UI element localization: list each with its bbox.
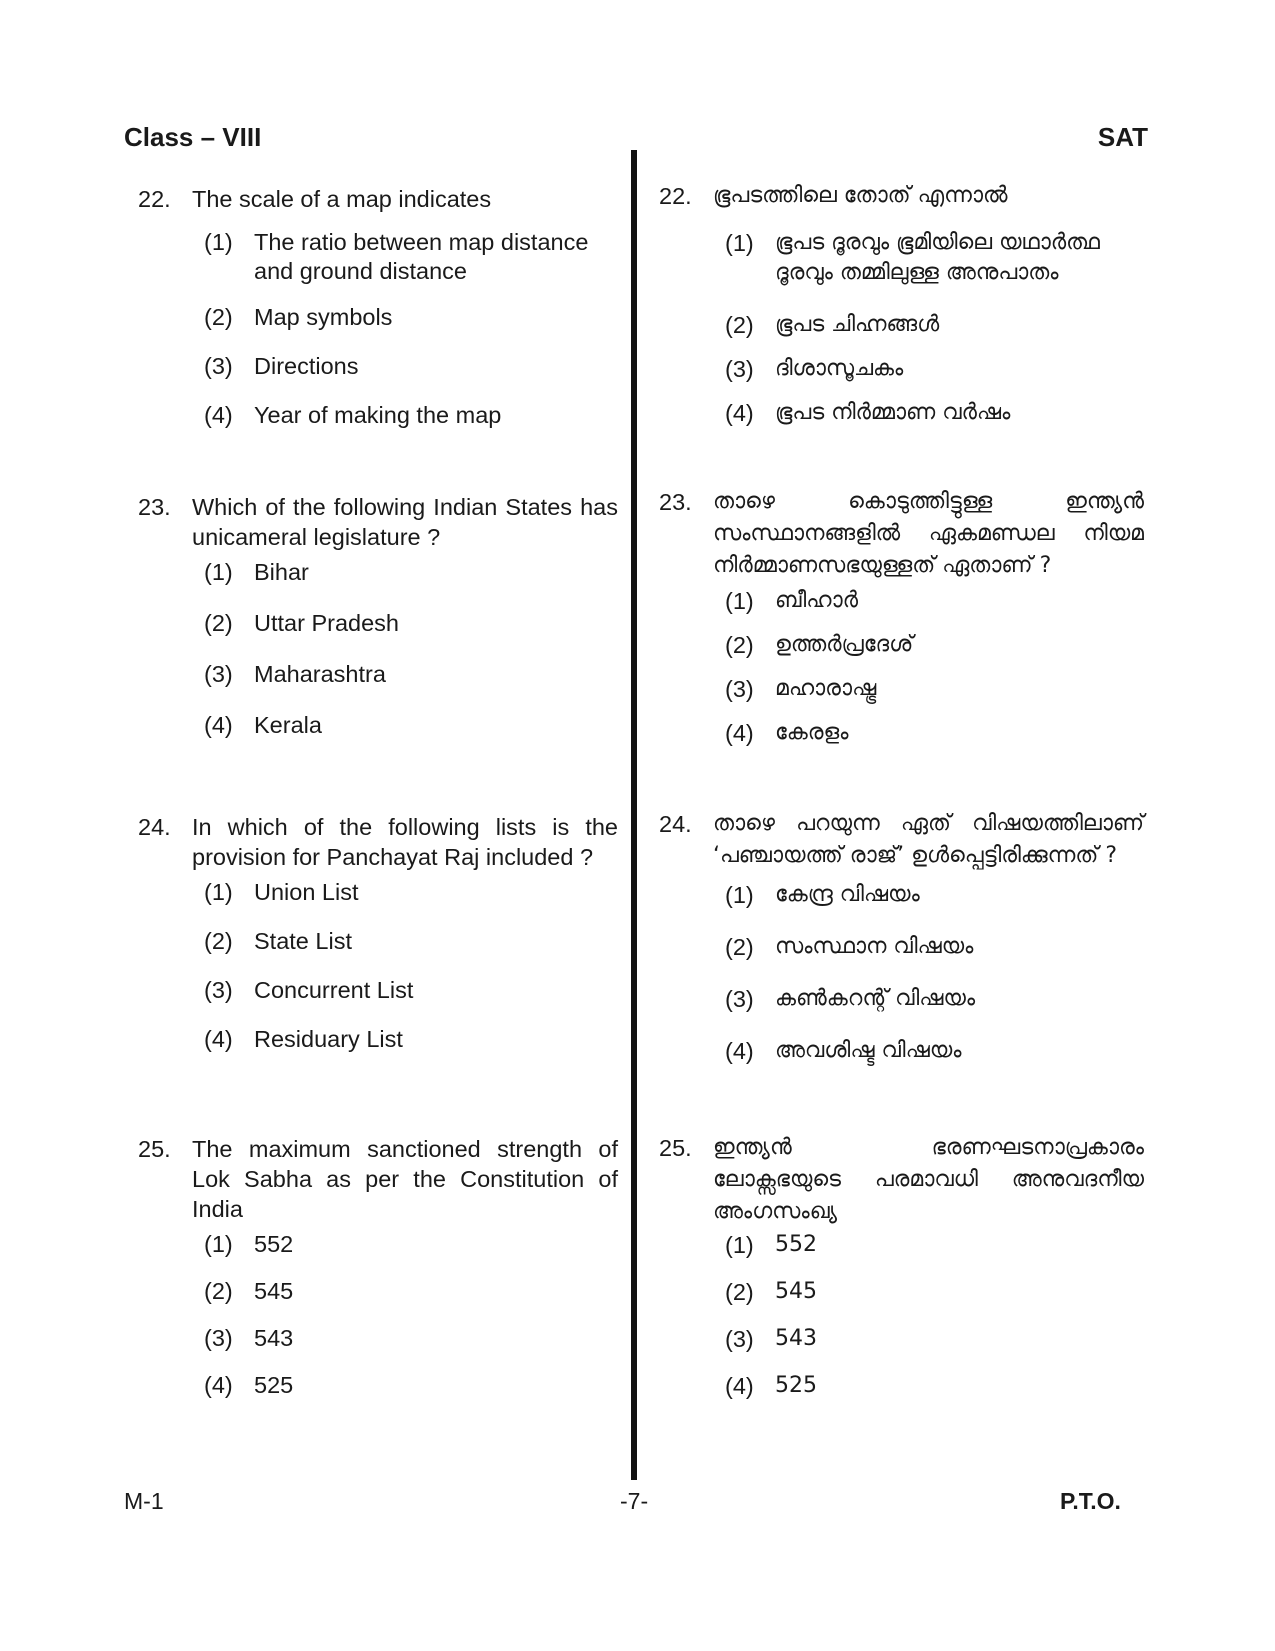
ml-question-24 — [659, 808, 1144, 1064]
ml-question-25 — [659, 1132, 1144, 1399]
option-4 — [725, 1371, 1144, 1401]
option-2 — [204, 303, 618, 332]
option-2 — [725, 630, 1144, 660]
option-number: (3) — [725, 356, 754, 382]
option-3 — [204, 660, 618, 689]
option-number: (2) — [204, 304, 233, 330]
option-1 — [204, 558, 618, 587]
option-text: State List — [254, 928, 352, 954]
option-text: 545 — [775, 1279, 817, 1304]
question-text: ഇന്ത്യൻ ഭരണഘടനാപ്രകാരം ലോക്സഭയുടെ പരമാവധി അനുവദനീയ അംഗസംഖ്യ — [713, 1135, 1144, 1224]
option-number: (1) — [725, 588, 754, 614]
ml-question-23 — [659, 486, 1144, 746]
option-number: (1) — [725, 230, 754, 256]
option-text: Concurrent List — [254, 977, 414, 1003]
option-number: (1) — [725, 882, 754, 908]
option-1 — [725, 880, 1144, 910]
question-text: താഴെ കൊടുത്തിട്ടുള്ള ഇന്ത്യൻ സംസ്ഥാനങ്ങളിൽ ഏകമണ്ഡല നിയമ നിർമ്മാണസഭയുള്ളത് ഏതാണ് ? — [713, 489, 1144, 578]
option-1 — [204, 1230, 618, 1259]
option-4 — [725, 398, 1144, 428]
option-4 — [204, 1025, 618, 1054]
option-text: 543 — [775, 1326, 817, 1351]
option-4 — [204, 1371, 618, 1400]
question-stem — [659, 1132, 1144, 1228]
option-number: (4) — [725, 1038, 754, 1064]
option-number: (3) — [725, 1326, 754, 1352]
option-number: (4) — [204, 402, 233, 428]
option-1 — [725, 228, 1144, 288]
option-text: ബീഹാർ — [775, 588, 859, 613]
question-number: 24. — [138, 814, 171, 840]
option-1 — [204, 878, 618, 907]
question-text: താഴെ പറയുന്ന ഏത് വിഷയത്തിലാണ് ‘പഞ്ചായത്ത് രാജ്’ ഉൾപ്പെട്ടിരിക്കുന്നത് ? — [713, 811, 1144, 868]
option-number: (3) — [204, 353, 233, 379]
option-2 — [204, 927, 618, 956]
option-number: (1) — [204, 1231, 233, 1257]
option-text: 545 — [254, 1278, 294, 1304]
option-number: (2) — [725, 632, 754, 658]
option-3 — [725, 674, 1144, 704]
option-number: (3) — [204, 661, 233, 687]
option-number: (1) — [204, 879, 233, 905]
option-number: (4) — [204, 1372, 233, 1398]
option-2 — [725, 1277, 1144, 1307]
option-text: 552 — [254, 1231, 294, 1257]
option-4 — [725, 1036, 1144, 1066]
option-text: Residuary List — [254, 1026, 403, 1052]
option-number: (2) — [725, 1279, 754, 1305]
option-number: (4) — [204, 712, 233, 738]
option-text: 543 — [254, 1325, 294, 1351]
option-1 — [204, 228, 618, 286]
option-2 — [204, 609, 618, 638]
option-text: Maharashtra — [254, 661, 386, 687]
exam-label: SAT — [1097, 122, 1148, 152]
question-text: Which of the following Indian States has unicameral legislature ? — [192, 494, 618, 550]
ml-question-22 — [659, 180, 1144, 426]
option-text: 525 — [775, 1373, 817, 1398]
option-text: Union List — [254, 879, 359, 905]
question-stem — [138, 184, 618, 214]
option-number: (2) — [204, 610, 233, 636]
page-number: -7- — [620, 1488, 649, 1514]
question-number: 22. — [138, 186, 171, 212]
option-1 — [725, 1230, 1144, 1260]
question-text: ഭൂപടത്തിലെ തോത് എന്നാൽ — [713, 183, 1008, 208]
option-2 — [204, 1277, 618, 1306]
question-number: 25. — [138, 1136, 171, 1162]
option-text: ഭൂപട നിർമ്മാണ വർഷം — [775, 400, 1011, 425]
option-number: (2) — [204, 928, 233, 954]
class-label: Class – VIII — [124, 122, 262, 152]
option-3 — [725, 354, 1144, 384]
en-question-24 — [138, 812, 618, 1052]
question-number: 23. — [659, 489, 692, 515]
question-stem — [659, 808, 1144, 872]
option-4 — [204, 711, 618, 740]
option-text: ദിശാസൂചകം — [775, 356, 904, 381]
option-text: കൺകറന്റ് വിഷയം — [775, 986, 976, 1011]
option-text: The ratio between map distance and ground distance — [254, 229, 589, 284]
option-text: Bihar — [254, 559, 309, 585]
paper-code: M-1 — [124, 1488, 164, 1514]
option-text: ഉത്തർപ്രദേശ് — [775, 632, 914, 657]
option-3 — [204, 1324, 618, 1353]
pto-label: P.T.O. — [1060, 1488, 1121, 1514]
option-text: അവശിഷ്ട വിഷയം — [775, 1038, 962, 1063]
question-number: 25. — [659, 1135, 692, 1161]
question-stem — [659, 486, 1144, 582]
option-text: മഹാരാഷ്ട്ര — [775, 676, 877, 701]
option-3 — [725, 984, 1144, 1014]
en-question-22 — [138, 184, 618, 428]
option-4 — [204, 401, 618, 430]
question-text: The scale of a map indicates — [192, 186, 492, 212]
question-stem — [138, 812, 618, 872]
column-divider — [631, 150, 637, 1480]
question-stem — [138, 492, 618, 552]
option-text: Map symbols — [254, 304, 393, 330]
question-number: 23. — [138, 494, 171, 520]
option-number: (3) — [204, 977, 233, 1003]
option-3 — [204, 976, 618, 1005]
option-text: Directions — [254, 353, 359, 379]
option-number: (1) — [204, 229, 233, 255]
option-text: Year of making the map — [254, 402, 502, 428]
option-3 — [204, 352, 618, 381]
question-text: The maximum sanctioned strength of Lok Sabha as per the Constitution of India — [192, 1136, 618, 1222]
option-2 — [725, 310, 1144, 340]
question-text: In which of the following lists is the provision for Panchayat Raj included ? — [192, 814, 618, 870]
option-number: (4) — [725, 400, 754, 426]
option-number: (3) — [725, 986, 754, 1012]
option-text: Uttar Pradesh — [254, 610, 399, 636]
option-number: (2) — [204, 1278, 233, 1304]
en-question-23 — [138, 492, 618, 738]
option-text: 552 — [775, 1232, 817, 1257]
question-number: 22. — [659, 183, 692, 209]
option-number: (1) — [725, 1232, 754, 1258]
option-text: ഭൂപട ദൂരവും ഭൂമിയിലെ യഥാർത്ഥ ദൂരവും തമ്മിലുള്ള അനുപാതം — [775, 230, 1100, 285]
option-number: (4) — [725, 720, 754, 746]
question-stem — [659, 180, 1144, 212]
option-text: സംസ്ഥാന വിഷയം — [775, 934, 974, 959]
option-text: കേന്ദ്ര വിഷയം — [775, 882, 920, 907]
option-3 — [725, 1324, 1144, 1354]
option-4 — [725, 718, 1144, 748]
option-text: Kerala — [254, 712, 322, 738]
option-text: 525 — [254, 1372, 294, 1398]
option-number: (2) — [725, 312, 754, 338]
option-text: ഭൂപട ചിഹ്നങ്ങൾ — [775, 312, 940, 337]
option-number: (1) — [204, 559, 233, 585]
question-stem — [138, 1134, 618, 1224]
option-number: (3) — [204, 1325, 233, 1351]
question-number: 24. — [659, 811, 692, 837]
option-number: (4) — [204, 1026, 233, 1052]
option-number: (4) — [725, 1373, 754, 1399]
option-text: കേരളം — [775, 720, 849, 745]
option-number: (2) — [725, 934, 754, 960]
option-1 — [725, 586, 1144, 616]
option-number: (3) — [725, 676, 754, 702]
option-2 — [725, 932, 1144, 962]
en-question-25 — [138, 1134, 618, 1398]
